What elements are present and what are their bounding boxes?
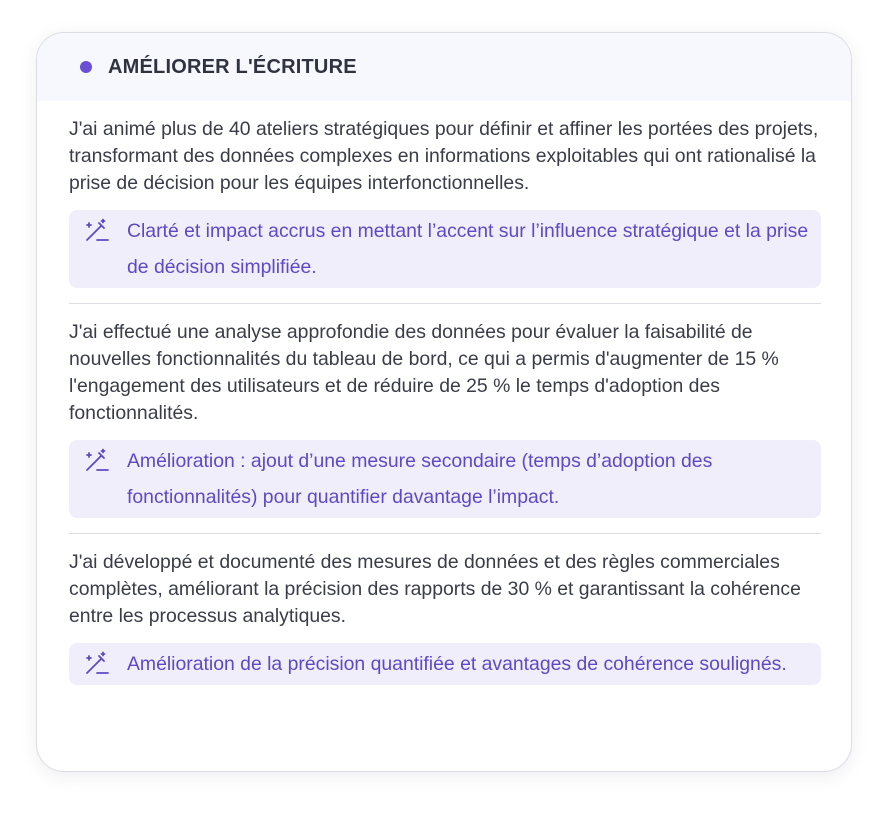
improve-writing-card	[36, 32, 852, 772]
list-item	[69, 534, 821, 685]
magic-wand-icon	[83, 217, 111, 245]
original-text: J'ai animé plus de 40 ateliers stratégiques pour définir et affiner les portées des projets, transformant des données complexes en informations exploitables qui ont rationalisé la prise de décision pour les équipes interfonctionnelles.	[69, 118, 819, 194]
original-text: J'ai effectué une analyse approfondie des données pour évaluer la faisabilité de nouvelles fonctionnalités du tableau de bord, ce qui a permis d'augmenter de 15 % l'engagement des utilisateurs et de réduire de 25 % le temps d'adoption des fonctionnalités.	[69, 321, 779, 424]
suggestion-text: Clarté et impact accrus en mettant l’accent sur l’influence stratégique et la prise de décision simplifiée.	[127, 220, 809, 278]
suggestion-text: Amélioration de la précision quantifiée et avantages de cohérence soulignés.	[127, 653, 787, 675]
status-dot	[80, 61, 92, 73]
suggestion-box[interactable]	[69, 440, 821, 518]
list-item	[69, 101, 821, 304]
entries-list	[37, 101, 851, 685]
suggestion-box[interactable]	[69, 210, 821, 288]
card-header	[37, 33, 851, 101]
magic-wand-icon	[83, 650, 111, 678]
original-text: J'ai développé et documenté des mesures de données et des règles commerciales complètes, améliorant la précision des rapports de 30 % et garantissant la cohérence entre les processus analytiques.	[69, 551, 801, 627]
suggestion-text: Amélioration : ajout d’une mesure secondaire (temps d’adoption des fonctionnalités) pour quantifier davantage l’impact.	[127, 450, 713, 508]
suggestion-box[interactable]	[69, 643, 821, 685]
list-item	[69, 304, 821, 534]
card-title: AMÉLIORER L'ÉCRITURE	[108, 55, 357, 78]
magic-wand-icon	[83, 447, 111, 475]
